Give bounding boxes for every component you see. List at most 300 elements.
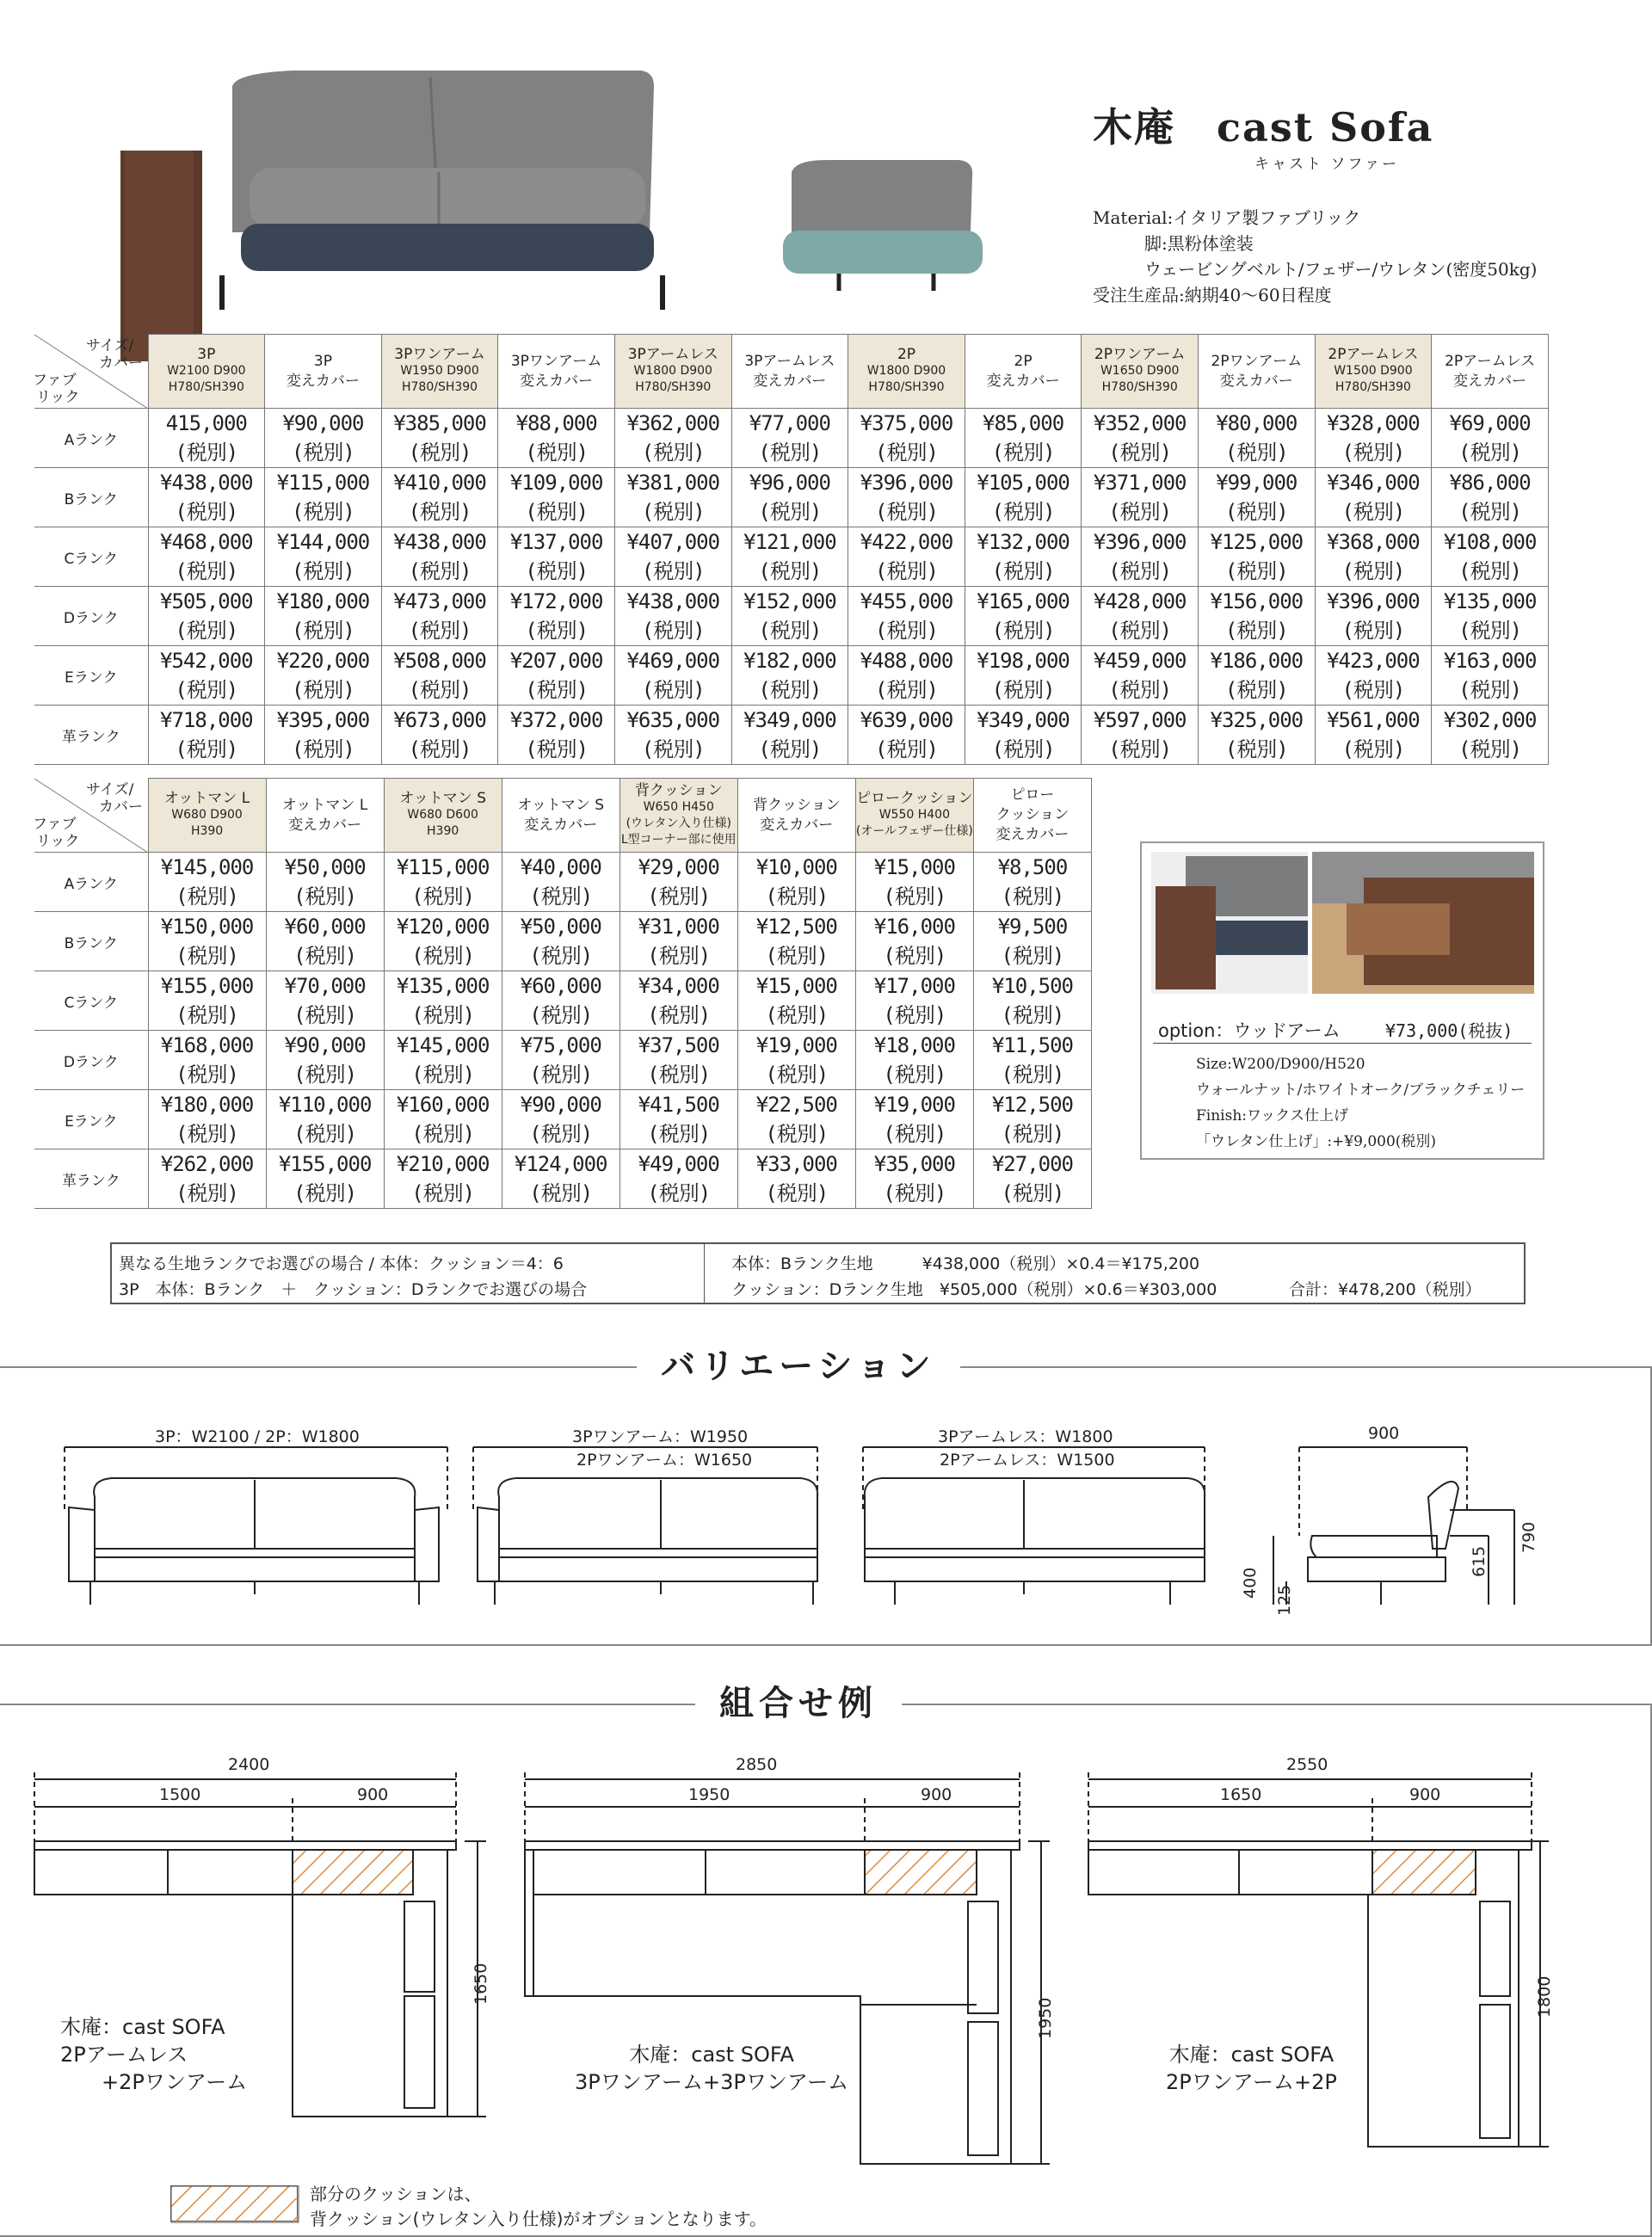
dim-label: 400 bbox=[1241, 1567, 1260, 1599]
column-spec: H780/SH390 bbox=[868, 380, 945, 394]
option-price: ¥73,000(税抜) bbox=[1385, 1020, 1513, 1041]
dim-total: 2550 bbox=[1286, 1755, 1328, 1774]
column-header bbox=[620, 779, 737, 853]
dim-total: 2400 bbox=[228, 1755, 270, 1774]
corner-label: リック bbox=[36, 388, 80, 406]
option-detail: Finish:ワックス仕上げ bbox=[1196, 1107, 1348, 1125]
tax-note: (税別) bbox=[991, 619, 1055, 643]
corner-label: リック bbox=[36, 832, 80, 850]
price-value: ¥597,000 bbox=[1093, 708, 1187, 732]
price-value: ¥180,000 bbox=[276, 589, 370, 613]
price-cell bbox=[1315, 409, 1432, 468]
price-value: ¥120,000 bbox=[396, 915, 490, 939]
price-cell bbox=[502, 1090, 620, 1149]
column-header bbox=[848, 335, 965, 409]
price-cell bbox=[731, 409, 848, 468]
price-value: ¥12,500 bbox=[991, 1093, 1074, 1117]
price-cell bbox=[384, 1090, 502, 1149]
price-value: ¥635,000 bbox=[626, 708, 720, 732]
price-value: ¥639,000 bbox=[860, 708, 953, 732]
price-cell bbox=[381, 527, 498, 587]
price-value: ¥60,000 bbox=[520, 974, 601, 998]
tax-note: (税別) bbox=[408, 737, 472, 761]
column-header bbox=[498, 335, 615, 409]
price-value: ¥186,000 bbox=[1210, 649, 1304, 673]
column-spec: (オールフェザー仕様) bbox=[855, 824, 973, 838]
column-spec: H780/SH390 bbox=[635, 380, 712, 394]
price-value: ¥85,000 bbox=[983, 411, 1064, 435]
price-cell bbox=[1432, 409, 1549, 468]
rank-label: Aランク bbox=[34, 853, 148, 912]
price-value: ¥22,500 bbox=[755, 1093, 837, 1117]
price-cell bbox=[973, 971, 1091, 1031]
tax-note: (税別) bbox=[176, 1122, 239, 1146]
price-cell bbox=[731, 468, 848, 527]
price-cell bbox=[614, 527, 731, 587]
dim-depth: 1950 bbox=[1036, 1997, 1055, 2039]
price-value: ¥152,000 bbox=[743, 589, 836, 613]
column-header bbox=[384, 779, 502, 853]
column-spec: 変えカバー bbox=[520, 372, 594, 390]
dim-depth: 1800 bbox=[1535, 1975, 1554, 2018]
option-detail: Size:W200/D900/H520 bbox=[1196, 1056, 1365, 1073]
price-cell bbox=[1082, 587, 1199, 646]
price-value: ¥124,000 bbox=[514, 1152, 607, 1176]
tax-note: (税別) bbox=[176, 1063, 239, 1087]
price-value: ¥50,000 bbox=[284, 855, 366, 879]
price-value: ¥90,000 bbox=[282, 411, 364, 435]
dim-label: 125 bbox=[1275, 1584, 1294, 1616]
price-value: ¥15,000 bbox=[755, 974, 837, 998]
wood-arm-storage-photo bbox=[1312, 852, 1534, 994]
price-value: ¥163,000 bbox=[1443, 649, 1537, 673]
price-cell bbox=[148, 912, 266, 971]
tax-note: (税別) bbox=[1458, 500, 1522, 524]
price-value: ¥362,000 bbox=[626, 411, 720, 435]
price-cell bbox=[384, 853, 502, 912]
price-cell bbox=[731, 646, 848, 706]
tax-note: (税別) bbox=[758, 559, 822, 583]
price-cell bbox=[1199, 587, 1316, 646]
tax-note: (税別) bbox=[176, 1181, 239, 1205]
price-value: ¥165,000 bbox=[977, 589, 1069, 613]
column-header bbox=[731, 335, 848, 409]
price-value: ¥70,000 bbox=[284, 974, 366, 998]
price-cell bbox=[148, 706, 265, 765]
tax-note: (税別) bbox=[883, 1181, 946, 1205]
column-spec: 変えカバー bbox=[1219, 372, 1293, 390]
price-value: ¥105,000 bbox=[977, 471, 1069, 495]
price-value: ¥90,000 bbox=[520, 1093, 601, 1117]
price-value: ¥328,000 bbox=[1327, 411, 1420, 435]
price-cell bbox=[1199, 527, 1316, 587]
column-name: 2Pワンアーム bbox=[1211, 352, 1303, 370]
price-cell bbox=[1082, 527, 1199, 587]
tax-note: (税別) bbox=[408, 441, 472, 465]
column-name: ピロークッション bbox=[856, 790, 973, 807]
price-cell bbox=[614, 587, 731, 646]
price-cell bbox=[737, 1031, 855, 1090]
price-value: ¥19,000 bbox=[755, 1033, 837, 1057]
tax-note: (税別) bbox=[1341, 559, 1405, 583]
price-value: ¥542,000 bbox=[160, 649, 253, 673]
dim-a: 1500 bbox=[159, 1785, 201, 1804]
corner-label: カバー bbox=[99, 354, 143, 372]
tax-note: (税別) bbox=[758, 737, 822, 761]
tax-note: (税別) bbox=[1001, 1003, 1064, 1027]
column-name: 3Pワンアーム bbox=[394, 346, 485, 363]
ottoman-photo bbox=[774, 155, 989, 293]
table-row bbox=[34, 1031, 1092, 1090]
column-header bbox=[1082, 335, 1199, 409]
price-cell bbox=[1199, 409, 1316, 468]
price-value: ¥17,000 bbox=[873, 974, 955, 998]
table-row bbox=[34, 1149, 1092, 1209]
tax-note: (税別) bbox=[175, 559, 238, 583]
tax-note: (税別) bbox=[875, 619, 938, 643]
column-spec: H780/SH390 bbox=[168, 380, 244, 394]
price-cell bbox=[265, 468, 382, 527]
tax-note: (税別) bbox=[175, 441, 238, 465]
price-value: ¥77,000 bbox=[749, 411, 830, 435]
tax-note: (税別) bbox=[641, 619, 705, 643]
price-value: ¥423,000 bbox=[1327, 649, 1420, 673]
price-value: ¥11,500 bbox=[991, 1033, 1074, 1057]
price-value: ¥33,000 bbox=[755, 1152, 837, 1176]
dim-label: 3P：W2100 / 2P：W1800 bbox=[155, 1427, 360, 1446]
tax-note: (税別) bbox=[529, 1063, 593, 1087]
column-spec: W680 D900 bbox=[171, 808, 243, 822]
tax-note: (税別) bbox=[175, 619, 238, 643]
column-name: 2Pワンアーム bbox=[1094, 346, 1186, 363]
note-text: 3P 本体：Bランク ＋ クッション：Dランクでお選びの場合 bbox=[119, 1280, 588, 1299]
price-value: ¥468,000 bbox=[160, 530, 253, 554]
price-value: ¥155,000 bbox=[160, 974, 254, 998]
price-value: ¥9,500 bbox=[997, 915, 1068, 939]
price-cell bbox=[1199, 468, 1316, 527]
legend-line: 部分のクッションは、 bbox=[310, 2184, 482, 2204]
price-cell bbox=[498, 409, 615, 468]
column-header bbox=[148, 779, 266, 853]
price-cell bbox=[855, 853, 973, 912]
tax-note: (税別) bbox=[408, 619, 472, 643]
price-cell bbox=[502, 912, 620, 971]
price-cell bbox=[973, 912, 1091, 971]
price-cell bbox=[973, 1090, 1091, 1149]
price-cell bbox=[148, 468, 265, 527]
tax-note: (税別) bbox=[529, 1181, 593, 1205]
tax-note: (税別) bbox=[1341, 737, 1405, 761]
column-name: 3P bbox=[313, 352, 332, 370]
price-cell bbox=[266, 1090, 384, 1149]
table-row bbox=[34, 853, 1092, 912]
price-table-ottoman-cushion bbox=[34, 778, 1092, 1209]
tax-note: (税別) bbox=[875, 678, 938, 702]
combo-line: 木庵：cast SOFA bbox=[1168, 2043, 1335, 2067]
price-cell bbox=[1082, 646, 1199, 706]
rank-label: 革ランク bbox=[34, 1149, 148, 1209]
legend-line: 背クッション(ウレタン入り仕様)がオプションとなります。 bbox=[310, 2209, 767, 2229]
price-cell bbox=[265, 527, 382, 587]
note-text: 異なる生地ランクでお選びの場合 / 本体：クッション＝4：6 bbox=[119, 1254, 564, 1273]
tax-note: (税別) bbox=[293, 1181, 357, 1205]
price-cell bbox=[384, 1149, 502, 1209]
tax-note: (税別) bbox=[411, 884, 475, 909]
corner-label: カバー bbox=[99, 798, 143, 816]
tax-note: (税別) bbox=[408, 559, 472, 583]
price-value: 415,000 bbox=[165, 411, 247, 435]
price-value: ¥381,000 bbox=[626, 471, 720, 495]
price-cell bbox=[855, 1090, 973, 1149]
tax-note: (税別) bbox=[411, 944, 475, 968]
dim-b: 900 bbox=[1409, 1785, 1441, 1804]
calculation-note bbox=[110, 1242, 1526, 1304]
tax-note: (税別) bbox=[758, 500, 822, 524]
legend-text bbox=[310, 2182, 767, 2232]
tax-note: (税別) bbox=[1108, 678, 1172, 702]
price-value: ¥368,000 bbox=[1327, 530, 1420, 554]
price-value: ¥88,000 bbox=[515, 411, 597, 435]
combo-name bbox=[60, 2013, 247, 2096]
price-cell bbox=[502, 1031, 620, 1090]
price-value: ¥220,000 bbox=[276, 649, 370, 673]
column-spec: H390 bbox=[190, 824, 224, 838]
table-row bbox=[34, 646, 1549, 706]
price-value: ¥180,000 bbox=[160, 1093, 254, 1117]
price-value: ¥673,000 bbox=[393, 708, 486, 732]
price-value: ¥371,000 bbox=[1093, 471, 1187, 495]
combo-line: 木庵：cast SOFA bbox=[60, 2015, 225, 2039]
tax-note: (税別) bbox=[291, 737, 354, 761]
price-cell bbox=[381, 587, 498, 646]
price-cell bbox=[737, 853, 855, 912]
tax-note: (税別) bbox=[1458, 441, 1522, 465]
price-value: ¥60,000 bbox=[284, 915, 366, 939]
rank-label: Aランク bbox=[34, 409, 148, 468]
tax-note: (税別) bbox=[1001, 884, 1064, 909]
price-value: ¥137,000 bbox=[509, 530, 603, 554]
tax-note: (税別) bbox=[1224, 559, 1288, 583]
column-spec: W1650 D900 bbox=[1100, 364, 1180, 378]
rank-label: Bランク bbox=[34, 912, 148, 971]
tax-note: (税別) bbox=[293, 884, 357, 909]
column-spec: 変えカバー bbox=[288, 816, 362, 834]
price-cell bbox=[1315, 587, 1432, 646]
tax-note: (税別) bbox=[647, 1003, 711, 1027]
tax-note: (税別) bbox=[411, 1063, 475, 1087]
column-name: 2Pアームレス bbox=[1445, 352, 1536, 370]
price-cell bbox=[148, 1090, 266, 1149]
column-spec: 変えカバー bbox=[996, 826, 1069, 843]
price-value: ¥438,000 bbox=[160, 471, 253, 495]
price-value: ¥10,000 bbox=[755, 855, 837, 879]
combo-line: +2Pワンアーム bbox=[60, 2070, 248, 2094]
price-value: ¥115,000 bbox=[396, 855, 490, 879]
price-value: ¥182,000 bbox=[743, 649, 836, 673]
price-table-sofa bbox=[34, 334, 1549, 765]
tax-note: (税別) bbox=[991, 441, 1055, 465]
tax-note: (税別) bbox=[641, 441, 705, 465]
tax-note: (税別) bbox=[1108, 559, 1172, 583]
column-name: オットマン L bbox=[281, 796, 368, 814]
tax-note: (税別) bbox=[1224, 500, 1288, 524]
dim-depth: 1650 bbox=[472, 1963, 490, 2005]
material-info bbox=[1093, 205, 1537, 308]
tax-note: (税別) bbox=[765, 944, 829, 968]
price-value: ¥37,500 bbox=[638, 1033, 719, 1057]
tax-note: (税別) bbox=[529, 1003, 593, 1027]
price-value: ¥372,000 bbox=[509, 708, 603, 732]
price-cell bbox=[848, 409, 965, 468]
column-header bbox=[266, 779, 384, 853]
tax-note: (税別) bbox=[176, 944, 239, 968]
tax-note: (税別) bbox=[529, 884, 593, 909]
price-value: ¥505,000 bbox=[160, 589, 253, 613]
price-cell bbox=[266, 1031, 384, 1090]
price-value: ¥132,000 bbox=[977, 530, 1069, 554]
price-cell bbox=[620, 853, 737, 912]
price-value: ¥10,500 bbox=[991, 974, 1074, 998]
column-name: 背クッション bbox=[634, 781, 723, 799]
price-value: ¥395,000 bbox=[276, 708, 370, 732]
price-cell bbox=[266, 1149, 384, 1209]
price-value: ¥156,000 bbox=[1210, 589, 1304, 613]
option-details bbox=[1196, 1051, 1525, 1155]
tax-note: (税別) bbox=[529, 944, 593, 968]
variation-title: バリエーション bbox=[637, 1339, 960, 1388]
column-header bbox=[737, 779, 855, 853]
combo-drawings bbox=[0, 1747, 1652, 2177]
price-cell bbox=[265, 409, 382, 468]
price-value: ¥385,000 bbox=[393, 411, 486, 435]
material-line: 脚:黒粉体塗装 bbox=[1093, 233, 1254, 254]
corner-label: ファブ bbox=[33, 815, 77, 833]
tax-note: (税別) bbox=[175, 737, 238, 761]
price-value: ¥718,000 bbox=[160, 708, 253, 732]
column-header bbox=[1315, 335, 1432, 409]
price-cell bbox=[502, 971, 620, 1031]
price-cell bbox=[266, 853, 384, 912]
column-spec: 変えカバー bbox=[986, 372, 1060, 390]
tax-note: (税別) bbox=[883, 1003, 946, 1027]
column-spec: H780/SH390 bbox=[401, 380, 478, 394]
price-cell bbox=[1315, 527, 1432, 587]
price-cell bbox=[848, 587, 965, 646]
price-value: ¥410,000 bbox=[393, 471, 486, 495]
tax-note: (税別) bbox=[525, 559, 589, 583]
price-cell bbox=[620, 1031, 737, 1090]
price-cell bbox=[502, 853, 620, 912]
price-value: ¥508,000 bbox=[393, 649, 486, 673]
column-spec: W680 D600 bbox=[407, 808, 478, 822]
tax-note: (税別) bbox=[647, 1063, 711, 1087]
tax-note: (税別) bbox=[1001, 1181, 1064, 1205]
column-name: 3Pアームレス bbox=[627, 346, 718, 363]
wood-arm-photo bbox=[1151, 852, 1308, 994]
price-cell bbox=[148, 587, 265, 646]
tax-note: (税別) bbox=[991, 737, 1055, 761]
combo-title: 組合せ例 bbox=[695, 1676, 902, 1725]
price-cell bbox=[1315, 468, 1432, 527]
price-cell bbox=[148, 971, 266, 1031]
table-row bbox=[34, 706, 1549, 765]
price-value: ¥396,000 bbox=[1093, 530, 1187, 554]
price-cell bbox=[848, 646, 965, 706]
tax-note: (税別) bbox=[647, 1122, 711, 1146]
tax-note: (税別) bbox=[758, 678, 822, 702]
price-cell bbox=[1082, 409, 1199, 468]
tax-note: (税別) bbox=[991, 500, 1055, 524]
price-value: ¥459,000 bbox=[1093, 649, 1187, 673]
price-value: ¥15,000 bbox=[873, 855, 955, 879]
tax-note: (税別) bbox=[1458, 619, 1522, 643]
price-value: ¥438,000 bbox=[626, 589, 720, 613]
tax-note: (税別) bbox=[1458, 737, 1522, 761]
tax-note: (税別) bbox=[411, 1003, 475, 1027]
price-cell bbox=[381, 468, 498, 527]
column-header bbox=[265, 335, 382, 409]
tax-note: (税別) bbox=[291, 441, 354, 465]
price-cell bbox=[620, 971, 737, 1031]
column-header bbox=[614, 335, 731, 409]
price-cell bbox=[502, 1149, 620, 1209]
price-cell bbox=[620, 912, 737, 971]
price-cell bbox=[384, 912, 502, 971]
price-value: ¥80,000 bbox=[1216, 411, 1298, 435]
column-name: 2P bbox=[897, 346, 916, 363]
price-cell bbox=[148, 1031, 266, 1090]
table-corner-header bbox=[34, 335, 148, 409]
tax-note: (税別) bbox=[175, 678, 238, 702]
price-cell bbox=[1432, 527, 1549, 587]
divider bbox=[1153, 1043, 1532, 1044]
price-cell bbox=[973, 1031, 1091, 1090]
rank-label: Cランク bbox=[34, 527, 148, 587]
dim-b: 900 bbox=[921, 1785, 952, 1804]
price-value: ¥121,000 bbox=[743, 530, 836, 554]
price-value: ¥8,500 bbox=[997, 855, 1068, 879]
material-line: Material:イタリア製ファブリック bbox=[1093, 207, 1361, 228]
column-name: 背クッション bbox=[752, 796, 841, 814]
price-value: ¥19,000 bbox=[873, 1093, 955, 1117]
table-row bbox=[34, 971, 1092, 1031]
price-value: ¥198,000 bbox=[977, 649, 1069, 673]
corner-label: ファブ bbox=[33, 371, 77, 389]
page-title: 木庵 cast Sofa bbox=[1093, 104, 1434, 151]
price-cell bbox=[855, 971, 973, 1031]
price-value: ¥352,000 bbox=[1093, 411, 1187, 435]
price-value: ¥210,000 bbox=[396, 1152, 490, 1176]
price-cell bbox=[381, 646, 498, 706]
price-cell bbox=[1432, 468, 1549, 527]
price-cell bbox=[855, 1149, 973, 1209]
price-value: ¥262,000 bbox=[160, 1152, 254, 1176]
tax-note: (税別) bbox=[293, 1122, 357, 1146]
tax-note: (税別) bbox=[641, 500, 705, 524]
tax-note: (税別) bbox=[1224, 678, 1288, 702]
tax-note: (税別) bbox=[525, 441, 589, 465]
price-value: ¥407,000 bbox=[626, 530, 720, 554]
price-cell bbox=[148, 646, 265, 706]
price-cell bbox=[965, 646, 1082, 706]
price-cell bbox=[614, 468, 731, 527]
tax-note: (税別) bbox=[1108, 441, 1172, 465]
combo-line: 木庵：cast SOFA bbox=[629, 2043, 794, 2067]
column-spec: 変えカバー bbox=[1453, 372, 1527, 390]
price-cell bbox=[384, 971, 502, 1031]
column-header bbox=[1432, 335, 1549, 409]
column-spec: クッション bbox=[996, 806, 1069, 823]
